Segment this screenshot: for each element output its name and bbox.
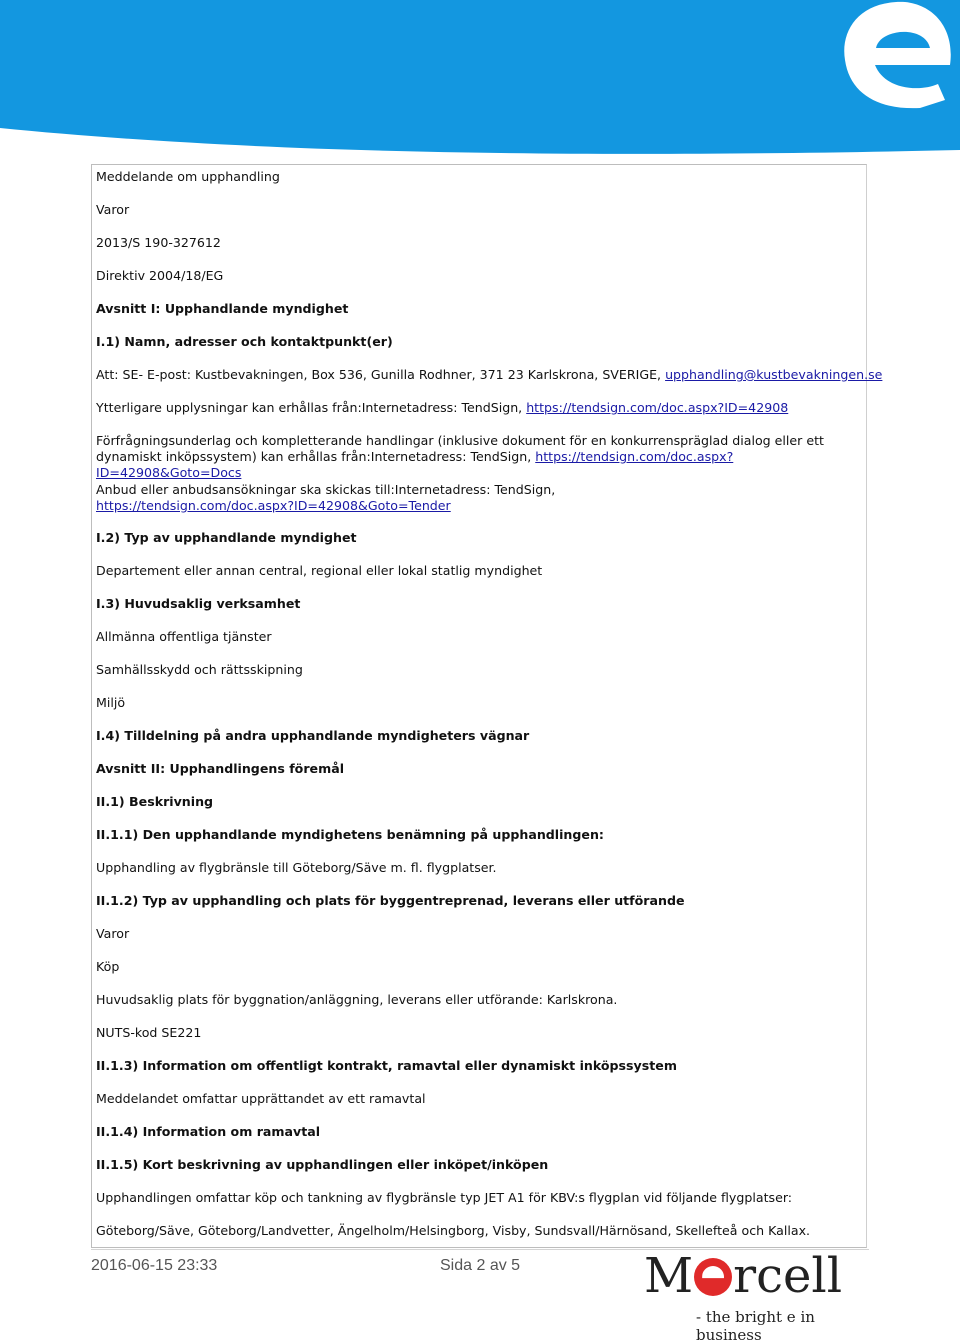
- body-text: Meddelandet omfattar upprättandet av ett ramavtal: [96, 1091, 426, 1106]
- logo-wordmark: [644, 1248, 842, 1304]
- body-text: Miljö: [96, 695, 126, 710]
- body-text: Allmänna offentliga tjänster: [96, 629, 272, 644]
- logo-e-icon: [694, 1258, 732, 1296]
- info-link[interactable]: https://tendsign.com/doc.aspx?ID=42908: [526, 400, 789, 415]
- section-heading: II.1.3) Information om offentligt kontrakt, ramavtal eller dynamiskt inköpssystem: [96, 1058, 677, 1073]
- footer-timestamp: 2016-06-15 23:33: [91, 1257, 218, 1274]
- body-text: Upphandling av flygbränsle till Göteborg/Säve m. fl. flygplatser.: [96, 860, 497, 875]
- logo-left-text: M: [644, 1248, 694, 1304]
- section-heading: Avsnitt II: Upphandlingens föremål: [96, 761, 345, 776]
- contract-type: Varor: [96, 202, 130, 217]
- section-heading: II.1.2) Typ av upphandling och plats för byggentreprenad, leverans eller utförande: [96, 893, 685, 908]
- body-text: NUTS-kod SE221: [96, 1025, 202, 1040]
- contact-email-link[interactable]: upphandling@kustbevakningen.se: [665, 367, 883, 382]
- company-logo: [644, 1248, 870, 1344]
- notice-number: 2013/S 190-327612: [96, 235, 221, 250]
- tender-text: Anbud eller anbudsansökningar ska skickas till:Internetadress: TendSign,: [96, 482, 556, 497]
- contact-line: [96, 367, 883, 383]
- notice-title: Meddelande om upphandling: [96, 169, 280, 184]
- tender-line: [96, 498, 856, 514]
- info-line: [96, 400, 856, 416]
- body-text: Köp: [96, 959, 120, 974]
- documents-link[interactable]: https://tendsign.com/doc.aspx?ID=42908&Goto=Docs: [96, 449, 734, 480]
- subsection-heading: I.1) Namn, adresser och kontaktpunkt(er): [96, 334, 393, 349]
- body-text: Departement eller annan central, regional eller lokal statlig myndighet: [96, 563, 543, 578]
- body-text: Varor: [96, 926, 130, 941]
- body-text: Samhällsskydd och rättsskipning: [96, 662, 303, 677]
- section-heading: II.1.4) Information om ramavtal: [96, 1124, 321, 1139]
- info-text: Ytterligare upplysningar kan erhållas från:Internetadress: TendSign,: [96, 400, 527, 415]
- body-text: Huvudsaklig plats för byggnation/anläggning, leverans eller utförande: Karlskrona.: [96, 992, 618, 1007]
- tender-link[interactable]: https://tendsign.com/doc.aspx?ID=42908&Goto=Tender: [96, 498, 451, 513]
- directive: Direktiv 2004/18/EG: [96, 268, 224, 283]
- documents-paragraph: [96, 433, 856, 481]
- documents-text: Förfrågningsunderlag och kompletterande handlingar (inklusive dokument för en konkurrenspräglad dialog eller ett dynamiskt inköpssystem) kan erhållas från:Internetadress: TendSign,: [96, 433, 824, 464]
- section-heading: II.1.1) Den upphandlande myndighetens benämning på upphandlingen:: [96, 827, 604, 842]
- section-heading: Avsnitt I: Upphandlande myndighet: [96, 301, 349, 316]
- body-text: Göteborg/Säve, Göteborg/Landvetter, Ängelholm/Helsingborg, Visby, Sundsvall/Härnösand, Skellefteå och Kallax.: [96, 1223, 811, 1238]
- header-banner: [0, 0, 960, 160]
- footer-page-number: Sida 2 av 5: [440, 1257, 521, 1274]
- section-heading: II.1) Beskrivning: [96, 794, 214, 809]
- contact-text: Att: SE- E-post: Kustbevakningen, Box 536, Gunilla Rodhner, 371 23 Karlskrona, SVERIGE,: [96, 367, 666, 382]
- section-heading: I.4) Tilldelning på andra upphandlande myndigheters vägnar: [96, 728, 530, 743]
- section-heading: I.2) Typ av upphandlande myndighet: [96, 530, 357, 545]
- logo-right-text: rcell: [733, 1248, 843, 1304]
- body-text: Upphandlingen omfattar köp och tankning av flygbränsle typ JET A1 för KBV:s flygplan vid följande flygplatser:: [96, 1190, 793, 1205]
- section-heading: II.1.5) Kort beskrivning av upphandlingen eller inköpet/inköpen: [96, 1157, 549, 1172]
- logo-tagline: - the bright e in business: [696, 1308, 815, 1344]
- section-heading: I.3) Huvudsaklig verksamhet: [96, 596, 301, 611]
